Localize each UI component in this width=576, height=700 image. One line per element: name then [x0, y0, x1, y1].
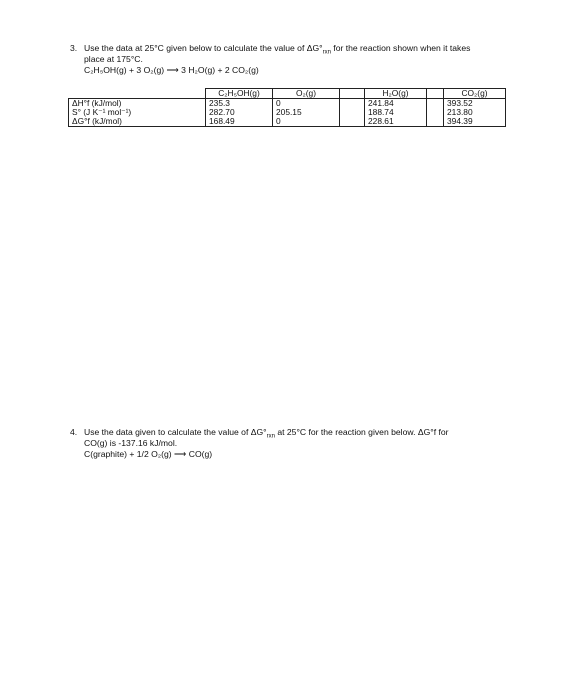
thermo-data-table: [68, 88, 506, 127]
question-4-number: 4.: [70, 427, 78, 437]
table-header-row: [69, 89, 506, 99]
question-4-line-2: CO(g) is -137.16 kJ/mol.: [84, 438, 178, 448]
cell: 235.3: [206, 99, 273, 109]
question-3: [70, 43, 530, 76]
row-label-enthalpy: ΔH°f (kJ/mol): [69, 99, 206, 109]
question-3-text-sub: rxn: [322, 49, 331, 56]
cell: 241.84: [365, 99, 427, 109]
question-4-line-1: [70, 427, 530, 438]
question-3-number: 3.: [70, 43, 78, 53]
row-label-entropy: S° (J K⁻¹ mol⁻¹): [69, 108, 206, 117]
cell: 168.49: [206, 117, 273, 127]
question-4: [70, 427, 530, 460]
cell: 188.74: [365, 108, 427, 117]
question-4-text-sub: rxn: [266, 433, 275, 440]
cell: 0: [273, 99, 340, 109]
question-3-line-1: [70, 43, 530, 54]
question-3-text-a: Use the data at 25°C given below to calculate the value of ΔG°: [84, 43, 323, 53]
header-oxygen: O₂(g): [273, 89, 340, 99]
header-co2: CO₂(g): [444, 89, 506, 99]
row-label-gibbs: ΔG°f (kJ/mol): [69, 117, 206, 127]
cell: 0: [273, 117, 340, 127]
cell: 213.80: [444, 108, 506, 117]
question-4-text-a: Use the data given to calculate the value of ΔG°: [84, 427, 267, 437]
header-ethanol: C₂H₅OH(g): [206, 89, 273, 99]
table-corner: [69, 89, 206, 99]
cell: 394.39: [444, 117, 506, 127]
question-3-text-b: for the reaction shown when it takes: [330, 43, 471, 53]
question-4-equation: C(graphite) + 1/2 O₂(g) ⟶ CO(g): [84, 449, 213, 459]
cell: 393.52: [444, 99, 506, 109]
question-3-equation: C₂H₅OH(g) + 3 O₂(g) ⟶ 3 H₂O(g) + 2 CO₂(g): [84, 65, 259, 75]
cell: 228.61: [365, 117, 427, 127]
header-water: H₂O(g): [365, 89, 427, 99]
table-row: [69, 108, 506, 117]
cell: 282.70: [206, 108, 273, 117]
table-row: [69, 117, 506, 127]
question-4-text-b: at 25°C for the reaction given below. ΔG°f for: [274, 427, 449, 437]
question-3-line-2: place at 175°C.: [84, 54, 143, 64]
cell: 205.15: [273, 108, 340, 117]
